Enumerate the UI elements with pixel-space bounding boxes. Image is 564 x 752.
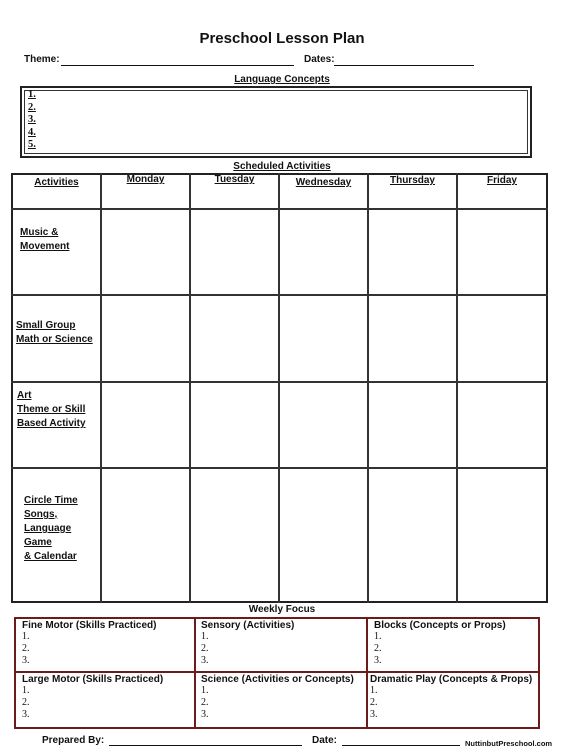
page-title: Preschool Lesson Plan [199,30,365,47]
list-item: 2. [28,101,36,113]
day-header-tuesday: Tuesday [214,174,255,185]
date-label: Date: [312,735,338,746]
prepared-by-label: Prepared By: [42,735,105,746]
focus-divider [14,671,540,673]
focus-cell-dramatic-play[interactable]: Dramatic Play (Concepts & Props) 1. 2. 3. [370,674,533,720]
day-header-friday: Friday [486,175,517,186]
site-credit: NuttinbutPreschool.com [465,739,553,748]
focus-cell-blocks[interactable]: Blocks (Concepts or Props) 1. 2. 3. [374,620,506,666]
grid-divider [278,173,280,603]
grid-divider [11,381,548,383]
list-item: 1. [28,89,36,100]
grid-divider [456,173,458,603]
language-concepts-heading: Language Concepts [234,74,330,85]
weekly-focus-heading: Weekly Focus [248,604,316,615]
grid-divider [100,173,102,603]
date-field-line[interactable] [342,745,460,746]
grid-divider [11,467,548,469]
focus-cell-fine-motor[interactable]: Fine Motor (Skills Practiced) 1. 2. 3. [22,620,157,666]
prepared-by-field-line[interactable] [109,745,302,746]
dates-field-line[interactable] [334,65,474,66]
scheduled-activities-heading: Scheduled Activities [233,161,331,172]
grid-divider [11,294,548,296]
day-header-thursday: Thursday [389,175,435,186]
row-label-circle-time: Circle Time Songs, Language Game & Calendar [24,495,78,562]
grid-divider [367,173,369,603]
language-concepts-list [28,89,36,152]
focus-cell-science[interactable]: Science (Activities or Concepts) 1. 2. 3. [201,674,354,720]
list-item: 5. [28,139,36,151]
dates-label: Dates: [304,54,335,65]
list-item: 4. [28,126,36,138]
focus-cell-sensory[interactable]: Sensory (Activities) 1. 2. 3. [201,620,295,666]
activities-column-header: Activities [34,177,79,188]
day-header-monday: Monday [126,174,165,185]
theme-field-line[interactable] [61,65,294,66]
focus-cell-large-motor[interactable]: Large Motor (Skills Practiced) 1. 2. 3. [22,674,164,720]
grid-divider [11,208,548,210]
focus-divider [366,617,368,729]
row-label-music-movement: Music & Movement [20,227,70,252]
list-item: 3. [28,114,36,126]
grid-divider [189,173,191,603]
row-label-small-group: Small Group Math or Science [16,320,93,345]
language-concepts-box[interactable] [20,86,532,158]
focus-divider [194,617,196,729]
theme-label: Theme: [24,54,60,65]
day-header-wednesday: Wednesday [295,177,352,188]
row-label-art: Art Theme or Skill Based Activity [17,390,86,429]
